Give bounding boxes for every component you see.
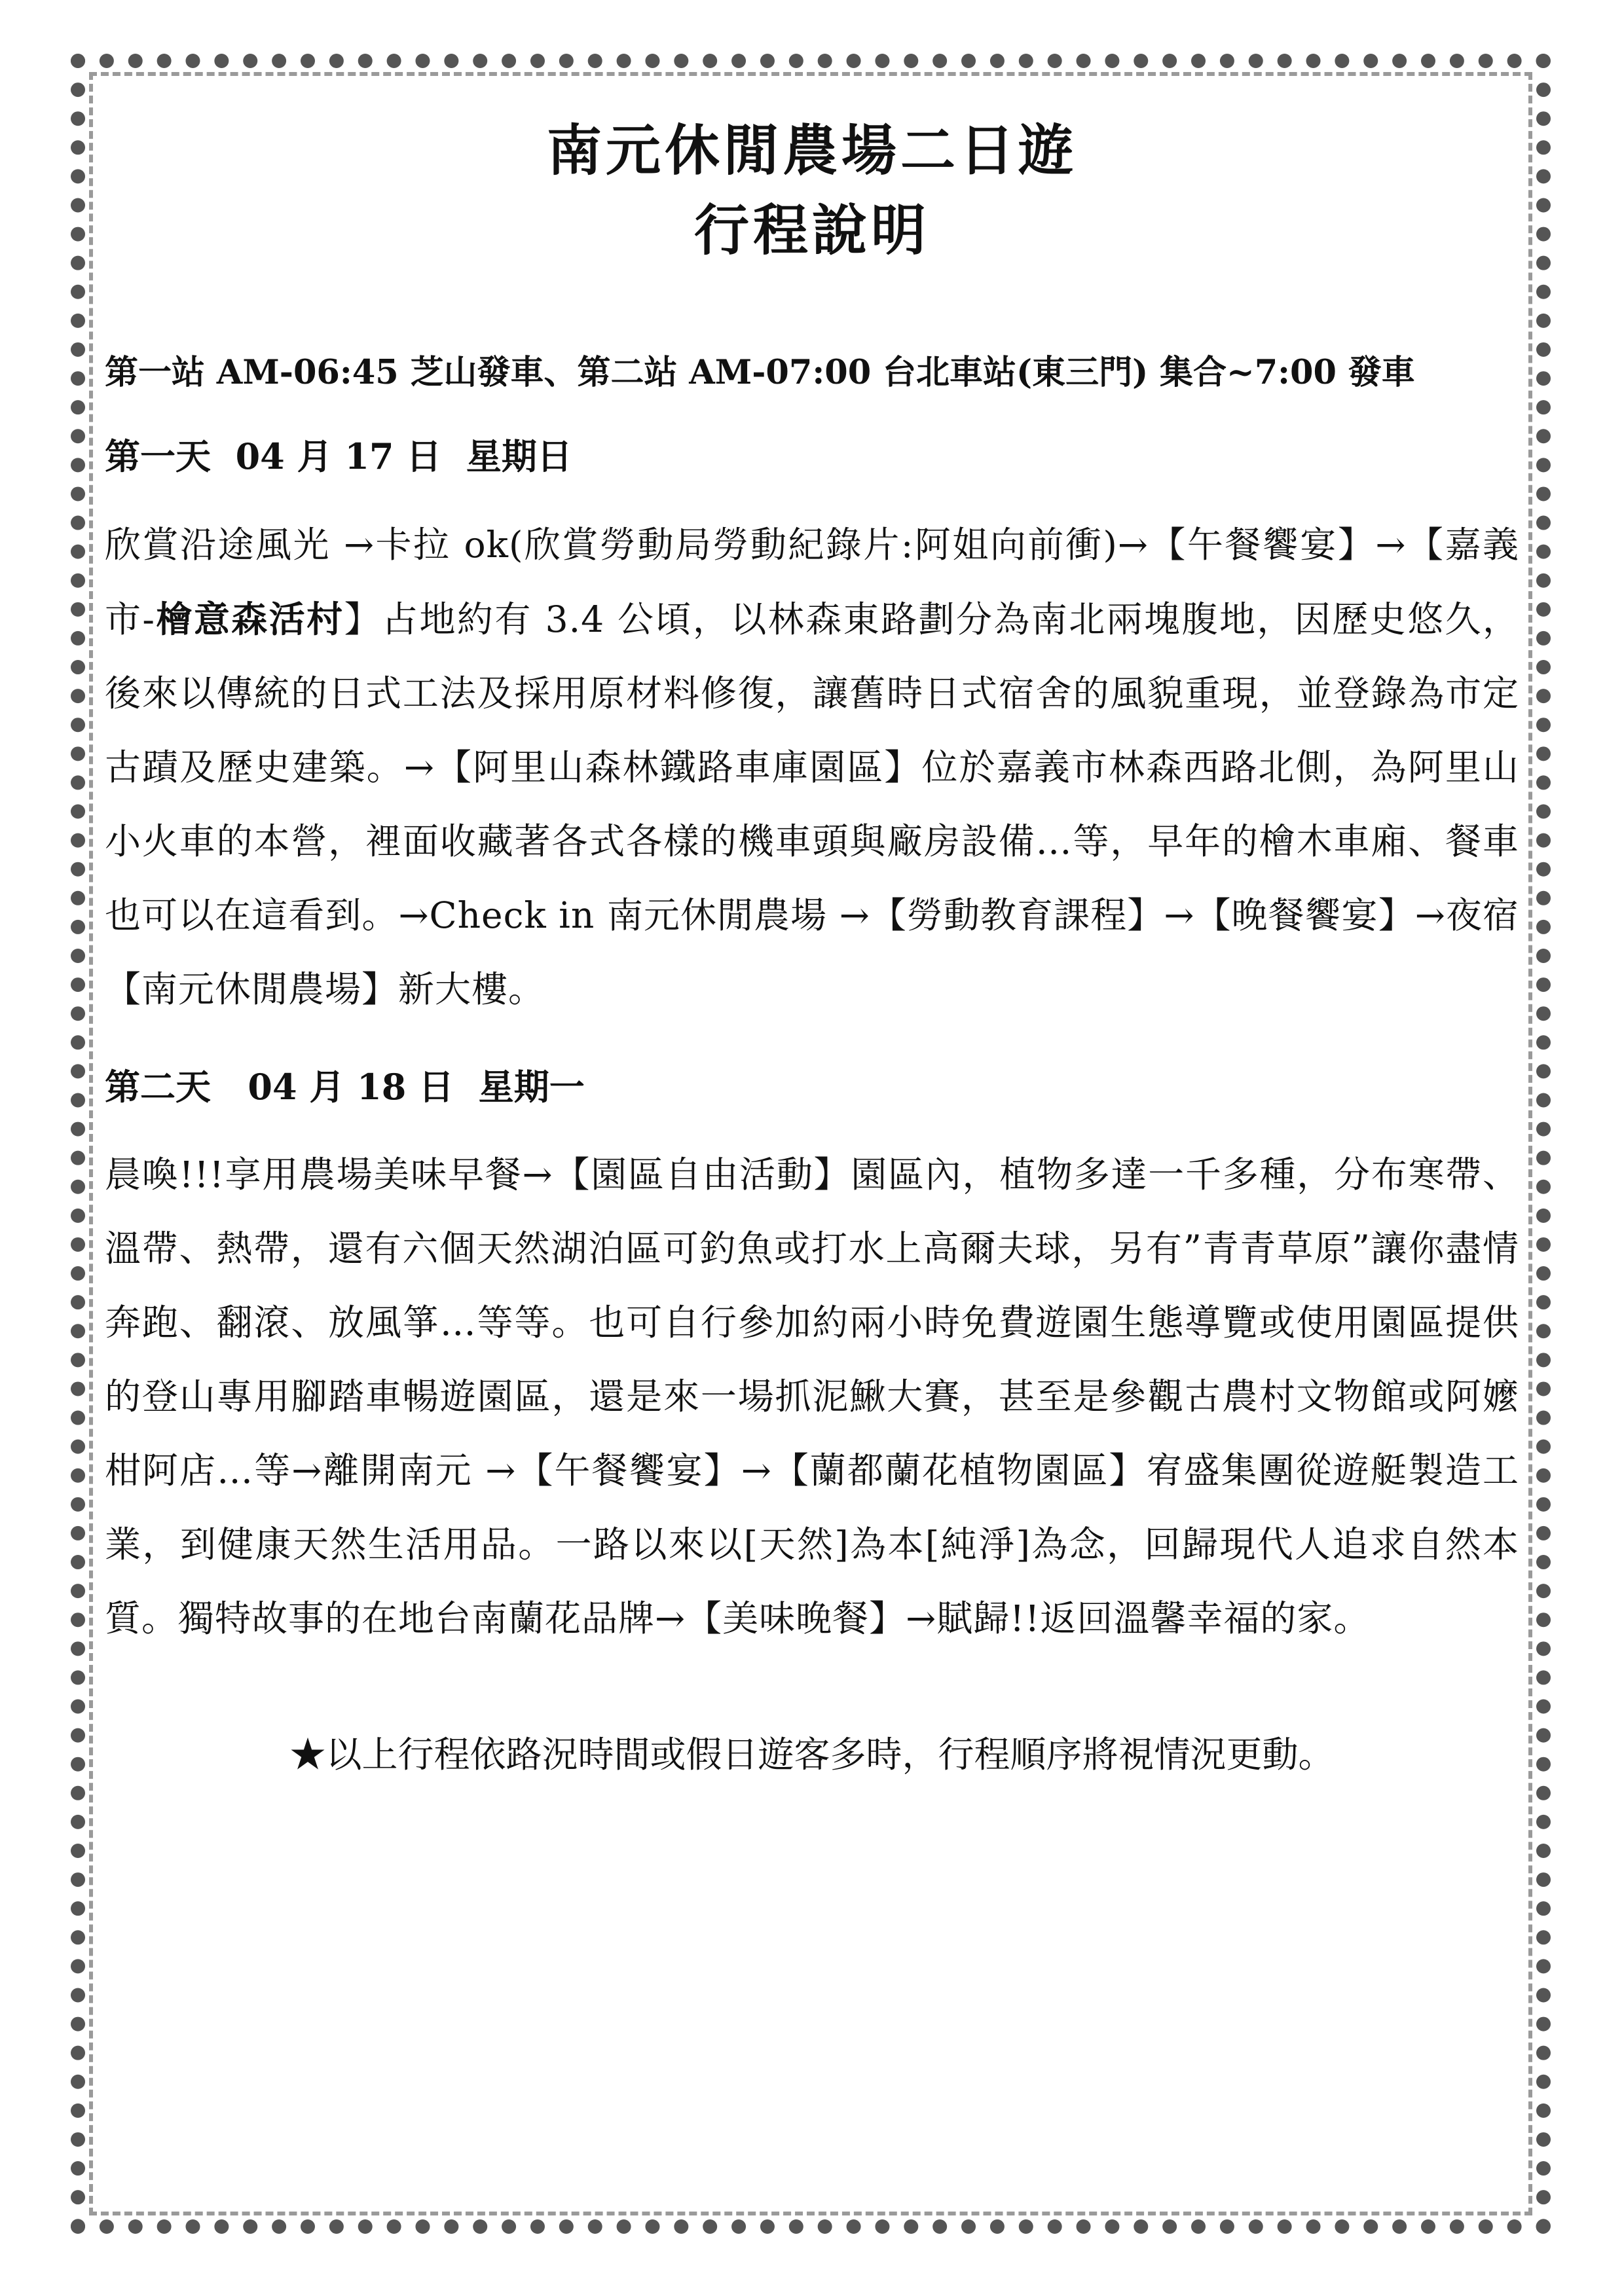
title-line-1: 南元休閒農場二日遊 xyxy=(546,118,1077,183)
day2-itinerary: 晨喚!!!享用農場美味早餐→【園區自由活動】園區內，植物多達一千多種，分布寒帶、溫帶、熱帶，還有六個天然湖泊區可釣魚或打水上高爾夫球，另有”青青草原”讓你盡情奔跑、翻滾、放風箏…等等。也可自行參加約兩小時免費遊園生態導覽或使用園區提供的登山專用腳踏車暢遊園區，還是來一場抓泥鰍大賽，甚至是參觀古農村文物館或阿嬤柑阿店…等→離開南元 →【午餐饗宴】→【蘭都蘭花植物園區】宥盛集團從遊艇製造工業，到健康天然生活用品。一路以來以[天然]為本[純淨]為念，回歸現代人追求自然本質。獨特故事的在地台南蘭花品牌→【美味晚餐】→賦歸!!返回溫馨幸福的家。 xyxy=(105,1154,1519,1640)
day1-itinerary xyxy=(105,508,1519,1027)
document-title xyxy=(105,111,1519,271)
day1-heading: 第一天 04 月 17 日 星期日 xyxy=(105,435,572,477)
day2-heading: 第二天 04 月 18 日 星期一 xyxy=(105,1065,585,1108)
itinerary-note: ★以上行程依路況時間或假日遊客多時，行程順序將視情況更動。 xyxy=(289,1734,1335,1776)
day1-highlight: 檜意森活村 xyxy=(155,597,344,640)
document-body xyxy=(105,111,1519,1782)
meeting-info: 第一站 AM-06:45 芝山發車、第二站 AM-07:00 台北車站(東三門) 集合~7:00 發車 xyxy=(105,352,1415,392)
title-line-2: 行程說明 xyxy=(693,198,930,263)
day1-text-after: 】占地約有 3.4 公頃，以林森東路劃分為南北兩塊腹地，因歷史悠久，後來以傳統的日式工法及採用原材料修復，讓舊時日式宿舍的風貌重現，並登錄為市定古蹟及歷史建築。→【阿里山森林鐵路車庫園區】位於嘉義市林森西路北側，為阿里山小火車的本營，裡面收藏著各式各樣的機車頭與廠房設備…等，早年的檜木車廂、餐車也可以在這看到。→Check in 南元休閒農場 →【勞動教育課程】→【晚餐饗宴】→夜宿【南元休閒農場】新大樓。 xyxy=(105,598,1519,1010)
day1-text-before: 欣賞沿途風光 →卡拉 ok(欣賞勞動局勞動紀錄片:阿姐向前衝)→【午餐饗宴】→【嘉義市- xyxy=(105,523,1519,640)
